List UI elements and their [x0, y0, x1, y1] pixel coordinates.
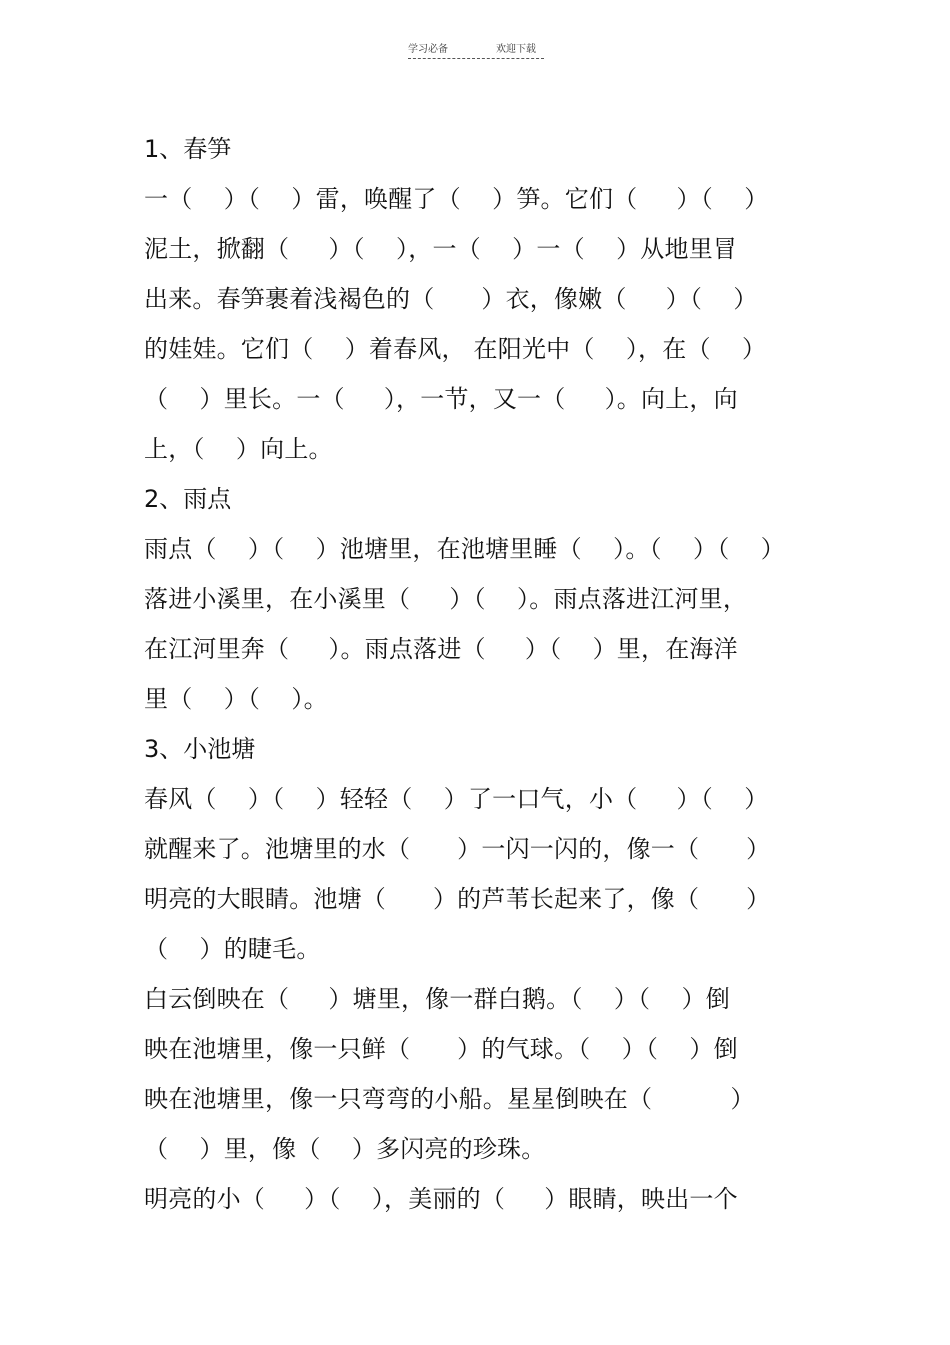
text-line: 里（ ）（ ）。 [144, 685, 328, 713]
document-body [144, 124, 824, 1224]
page-header [408, 40, 544, 59]
section-title: 3、小池塘 [144, 735, 256, 763]
text-line: 泥土，掀翻（ ）（ ），一（ ）一（ ）从地里冒 [144, 235, 738, 263]
section-title: 1、春笋 [144, 135, 232, 163]
text-line: 明亮的大眼睛。池塘（ ）的芦苇长起来了，像（ ） [144, 885, 771, 913]
text-line: 在江河里奔（ ）。雨点落进（ ）（ ）里，在海洋 [144, 635, 738, 663]
section-title: 2、雨点 [144, 485, 232, 513]
text-line: 上，（ ）向上。 [144, 435, 333, 463]
section-chunsun [144, 124, 824, 474]
text-line: 就醒来了。池塘里的水（ ）一闪一闪的，像一（ ） [144, 835, 771, 863]
text-line: （ ）里，像（ ）多闪亮的珍珠。 [144, 1135, 546, 1163]
text-line: 出来。春笋裹着浅褐色的（ ）衣，像嫩（ ）（ ） [144, 285, 758, 313]
text-line: 春风（ ）（ ）轻轻（ ）了一口气，小（ ）（ ） [144, 785, 769, 813]
text-line: （ ）的睫毛。 [144, 935, 321, 963]
text-line: 白云倒映在（ ）塘里，像一群白鹅。（ ）（ ）倒 [144, 985, 730, 1013]
text-line: 落进小溪里，在小溪里（ ）（ ）。雨点落进江河里， [144, 585, 748, 613]
text-line: 明亮的小（ ）（ ），美丽的（ ）眼睛，映出一个 [144, 1185, 738, 1213]
text-line: 映在池塘里，像一只弯弯的小船。星星倒映在（ ） [144, 1085, 755, 1113]
header-left-text: 学习必备 [408, 44, 448, 55]
text-line: 映在池塘里，像一只鲜（ ）的气球。（ ）（ ）倒 [144, 1035, 738, 1063]
text-line: （ ）里长。一（ ），一节，又一（ ）。向上，向 [144, 385, 738, 413]
text-line: 雨点（ ）（ ）池塘里，在池塘里睡（ ）。（ ）（ ） [144, 535, 785, 563]
text-line: 的娃娃。它们（ ）着春风， 在阳光中（ ），在（ ） [144, 335, 767, 363]
text-line: 一（ ）（ ）雷，唤醒了（ ）笋。它们（ ）（ ） [144, 185, 769, 213]
section-yudian [144, 474, 824, 724]
header-right-text: 欢迎下载 [496, 44, 536, 55]
section-xiaochitang [144, 724, 824, 1224]
